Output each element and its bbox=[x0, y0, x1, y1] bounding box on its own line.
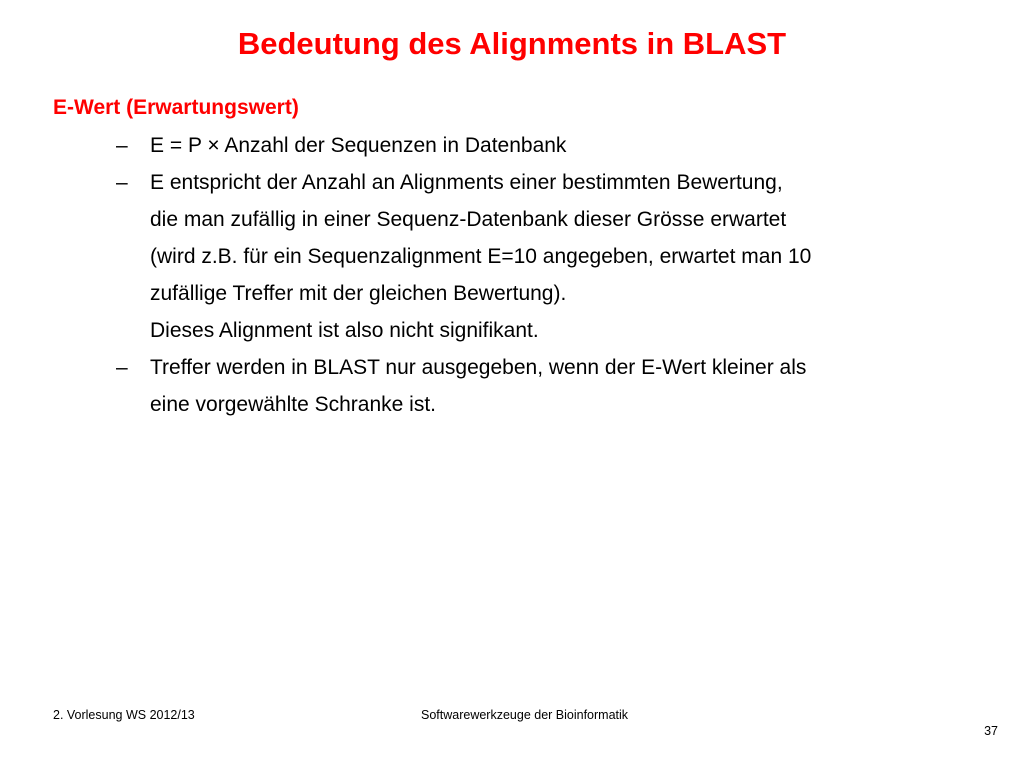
bullet-line: (wird z.B. für ein Sequenzalignment E=10 angegeben, erwartet man 10 bbox=[150, 245, 812, 268]
slide-title: Bedeutung des Alignments in BLAST bbox=[237, 26, 787, 61]
bullet-item-e-meaning bbox=[0, 164, 970, 349]
section-heading: E-Wert (Erwartungswert) bbox=[53, 96, 299, 119]
footer-course: Softwarewerkzeuge der Bioinformatik bbox=[421, 708, 629, 722]
bullet-line: E = P × Anzahl der Sequenzen in Datenbank bbox=[150, 134, 567, 157]
bullet-line: Treffer werden in BLAST nur ausgegeben, wenn der E-Wert kleiner als bbox=[150, 356, 807, 379]
bullet-line: eine vorgewählte Schranke ist. bbox=[150, 393, 436, 416]
bullet-item-e-formula bbox=[0, 127, 970, 164]
bullet-dash: – bbox=[116, 134, 128, 157]
footer-lecture: 2. Vorlesung WS 2012/13 bbox=[53, 708, 195, 722]
bullet-line: E entspricht der Anzahl an Alignments einer bestimmten Bewertung, bbox=[150, 171, 783, 194]
bullet-dash: – bbox=[116, 171, 128, 194]
bullet-dash: – bbox=[116, 356, 128, 379]
page-number: 37 bbox=[984, 724, 998, 738]
bullet-line: die man zufällig in einer Sequenz-Datenbank dieser Grösse erwartet bbox=[150, 208, 787, 231]
bullet-item-blast-output bbox=[0, 349, 970, 423]
bullet-line: Dieses Alignment ist also nicht signifikant. bbox=[150, 319, 539, 342]
bullet-list bbox=[0, 127, 1024, 423]
bullet-line: zufällige Treffer mit der gleichen Bewertung). bbox=[150, 282, 567, 305]
